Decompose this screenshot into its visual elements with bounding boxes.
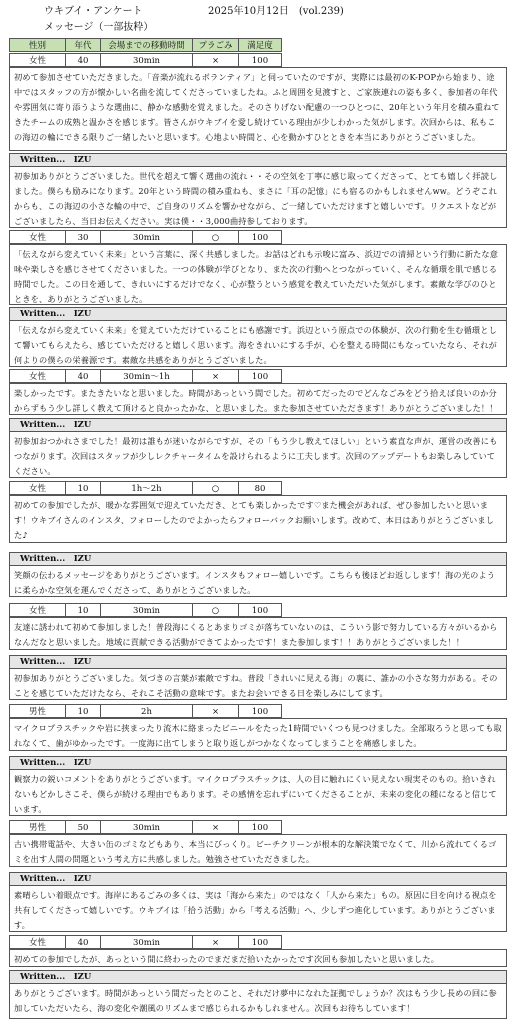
travel-time-cell: 30min [100,230,192,244]
travel-time-cell: 30min～1h [100,369,192,383]
gender-cell: 男性 [9,820,65,834]
travel-time-cell: 30min [100,935,192,949]
entry-meta-row [9,230,282,244]
age-cell: 10 [65,603,100,617]
gender-cell: 女性 [9,53,65,67]
gender-cell: 女性 [9,603,65,617]
entry-meta-row [9,53,282,67]
gender-cell: 女性 [9,481,65,495]
plastic-waste-cell: × [192,53,238,67]
satisfaction-cell: 100 [238,53,282,67]
travel-time-cell: 30min [100,603,192,617]
age-cell: 30 [65,230,100,244]
participant-message: 初めての参加でしたが、あっという間に終わったのでまだまだ拾いたかったです次回も参加したいと思いました。 [9,949,507,967]
entry-meta-row [9,820,282,834]
column-header-row [9,38,282,52]
staff-reply: 素晴らしい着眼点です。海岸にあるごみの多くは、実は「海から来た」のではなく「人から来た」もの。原因に目を向ける視点を共有してくださって嬉しいです。ウキブイは「拾う活動」から「考える活動」へ、少しずつ進化しています。ありがとうございます。 [9,885,507,932]
satisfaction-cell: 80 [238,481,282,495]
staff-reply: 笑顔の伝わるメッセージをありがとうございます。インスタもフォロー嬉しいです。こちらも後ほどお返しします！海の光のように柔らかな空気を運んでくださって、ありがとうございました。 [9,565,507,597]
column-travel-time: 会場までの移動時間 [100,38,192,52]
age-cell: 50 [65,820,100,834]
satisfaction-cell: 100 [238,369,282,383]
age-cell: 40 [65,53,100,67]
entry-meta-row [9,481,282,495]
participant-message: 楽しかったです。またきたいなと思いました。時間があっという間でした。初めてだったのでどんなごみをどう拾えば良いのか分からずもう少し詳しく教えて頂けると良かったかな、と思いました。また参加させていただきます！ありがとうございました！！ [9,383,507,415]
participant-message: 古い携帯電話や、大きい缶のゴミなどもあり、本当にびっくり。ビーチクリーンが根本的な解決策でなくて、川から流れてくるゴミを出す人間の問題という考え方に共感しました。勉強させていただきました。 [9,834,507,867]
writer-label: Written... IZU [9,552,507,565]
satisfaction-cell: 100 [238,820,282,834]
satisfaction-cell: 100 [238,704,282,718]
entry-meta-row [9,935,282,949]
survey-subtitle: メッセージ（一部抜粋） [44,22,154,33]
entry-meta-row [9,369,282,383]
gender-cell: 男性 [9,704,65,718]
staff-reply: 観察力の鋭いコメントをありがとうございます。マイクロプラスチックは、人の目に触れにくい見えない現実そのもの。拾いきれないもどかしさこそ、僕らが続ける理由でもあります。その感情を忘れずにいてくださることが、未来の変化の種になると信じています。 [9,769,507,816]
age-cell: 10 [65,481,100,495]
satisfaction-cell: 100 [238,935,282,949]
plastic-waste-cell: × [192,369,238,383]
survey-title: ウキブイ・アンケート [44,6,143,17]
column-satisfaction: 満足度 [238,38,282,52]
writer-label: Written... IZU [9,872,507,885]
age-cell: 40 [65,935,100,949]
age-cell: 10 [65,704,100,718]
column-plastic-waste: プラごみ [192,38,238,52]
travel-time-cell: 30min [100,820,192,834]
plastic-waste-cell: × [192,820,238,834]
writer-label: Written... IZU [9,970,507,983]
participant-message: 「伝えながら変えていく未来」という言葉に、深く共感しました。お話はどれも示唆に富み、浜辺での清掃という行動に新たな意味や楽しさを感じさせてくださいました。一つの体験が学びとなり、また次の行動へとつながっていく、そんな循環を肌で感じる時間でした。この日を通して、きれいにするだけでなく、心が整うという感覚を教えていただいた気がします。素敵な学びのひとときを、ありがとうございました。 [9,244,507,305]
participant-message: 初めての参加でしたが、暖かな雰囲気で迎えていただき、とても楽しかったです♡また機会があれば、ぜひ参加したいと思います！ウキブイさんのインスタ、フォローしたのでよかったらフォローバックお願いします。改めて、本日はありがとうございました♪ [9,495,507,543]
staff-reply: ありがとうございます。時間があっという間だったとのこと、それだけ夢中になれた証拠でしょうか？次はもう少し長めの回に参加していただいたら、海の変化や潮風のリズムまで感じられるかもしれません。次回もお待ちしています！ [9,983,507,1019]
entry-meta-row [9,603,282,617]
satisfaction-cell: 100 [238,603,282,617]
age-cell: 40 [65,369,100,383]
plastic-waste-cell: ○ [192,481,238,495]
entry-meta-row [9,704,282,718]
plastic-waste-cell: × [192,935,238,949]
writer-label: Written... IZU [9,153,507,166]
travel-time-cell: 2h [100,704,192,718]
writer-label: Written... IZU [9,418,507,431]
staff-reply: 初参加ありがとうございました。気づきの言葉が素敵ですね。普段「きれいに見える海」の裏に、誰かの小さな努力がある。そのことを感じていただけたなら、それこそ活動の意味です。またお会いできる日を楽しみにしてます。 [9,668,507,700]
participant-message: 初めて参加させていただきました。「音楽が流れるボランティア」と伺っていたのですが、実際には最初のK-POPから始まり、途中ではスタッフの方が懐かしい名曲を流してくださっていましたね。ふと周囲を見渡すと、ご家族連れの姿も多く、参加者の年代や雰囲気に寄り添うような選曲に、静かな感動を覚えました。そのさりげない配慮の一つひとつに、20年という年月を積み重ねてきたチームの成熟と温かさを感じます。皆さんがウキブイを愛し続けている理由が少しわかった気がします。次回からは、私もこの海辺の輪にできる限りご一緒したいと思います。心地よい時間と、心を動かすひとときを本当にありがとうございました。 [9,67,507,151]
participant-message: 友達に誘われて初めて参加しました！普段海にくるとあまりゴミが落ちていないのは、こういう影で努力している方々がいるからなんだなと思いました。地域に貢献できる活動ができてよかったです！また参加します！！ありがとうございました！！ [9,617,507,650]
gender-cell: 女性 [9,230,65,244]
gender-cell: 女性 [9,369,65,383]
participant-message: マイクロプラスチックや岩に挟まったり流木に絡まったビニールをたった1時間でいくつも見つけました。全部取ろうと思っても取れなくて、歯がゆかったです。一度海に出てしまうと取り返しがつかなくなってしまうことを痛感しました。 [9,718,507,751]
travel-time-cell: 30min [100,53,192,67]
plastic-waste-cell: ○ [192,603,238,617]
staff-reply: 初参加ありがとうございました。世代を超えて響く選曲の流れ・・その空気を丁寧に感じ取ってくださって、とても嬉しく拝読しました。僕らも励みになります。20年という時間の積み重ねも、まさに「耳の記憶」にも宿るのかもしれませんww。どうぞこれからも、この海辺の小さな輪の中で、ご自身のリズムを響かせながら、ご一緒していただけますと嬉しいです。リクエストなどがございましたら、当日お伝えください。実は僕・・3,000曲持参しております。 [9,166,507,228]
travel-time-cell: 1h～2h [100,481,192,495]
writer-label: Written... IZU [9,307,507,320]
column-age: 年代 [65,38,100,52]
staff-reply: 初参加おつかれさまでした！最初は誰もが迷いながらですが、その「もう少し教えてほしい」という素直な声が、運営の改善にもつながります。次回はスタッフが少しレクチャータイムを設けられるように工夫します。次回のアップデートもお楽しみしていてください。 [9,431,507,478]
staff-reply: 「伝えながら変えていく未来」を覚えていただけていることにも感謝です。浜辺という原点での体験が、次の行動を生む循環として響いてもらえたら、感じていただけると嬉しく思います。海をきれいにする手が、心を整える時間にもなっていたなら、それが何よりの僕らの栄養源です。素敵な共感をありがとうございました。 [9,320,507,367]
writer-label: Written... IZU [9,756,507,769]
plastic-waste-cell: ○ [192,230,238,244]
plastic-waste-cell: × [192,704,238,718]
satisfaction-cell: 100 [238,230,282,244]
survey-date: 2025年10月12日 (vol.239) [208,6,344,17]
column-gender: 性別 [9,38,65,52]
writer-label: Written... IZU [9,655,507,668]
gender-cell: 女性 [9,935,65,949]
